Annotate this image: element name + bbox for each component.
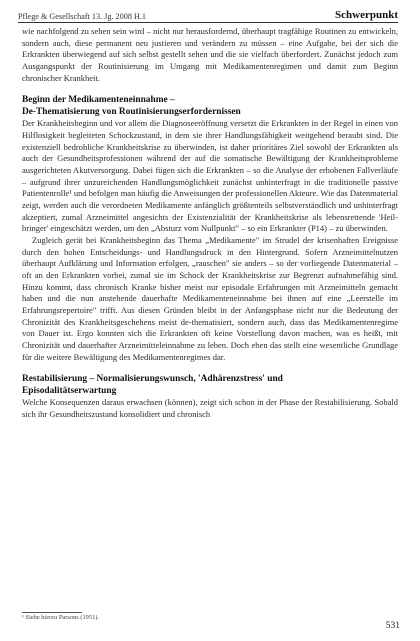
page-number: 531 <box>385 621 400 631</box>
section-heading-2-line-2: Episodalitätserwartung <box>22 385 117 396</box>
section-1-paragraph-1: Der Krankheitsbeginn und vor allem die Diagnoseeröffnung versetzt die Erkrankten in der Regel in einen von Hilflosigkeit begleiteten Schockzustand, in dem sie ihrer Handlungsfähigkeit weitgehend beraubt sind. Die existenziell bedrohliche Krankheitskrise zu überwinden, ist daher prioritäres Ziel sowohl der Erkrankten als auch der Gesundheitsprofessionen während der auf die somatische Bewältigung der Krankheitsprobleme ausgerichteten Akutversorgung. Dabei fügen sich die Erkrankten – so die Analyse der erhobenen Fallverläufe – aufgrund ihrer unzureichenden Handlungsmöglichkeit zunächst unhinterfragt in die traditionelle passive Patientenrolle¹ und befolgen man häufig die Anweisungen der professionellen Akteure. Wie das Datenmaterial zeigt, werden auch die verordneten Medikamente anfänglich größtenteils selbstverständlich und unhinterfragt akzeptiert, zumal Arzneimittel angesichts der Existenzialität der Krankheitskrise als lebensrettende 'Heil-bringer' eingeschätzt werden, um den „Absturz vom Nullpunkt" – so ein Erkrankter (P14) – zu überwinden. <box>22 118 398 234</box>
footnote: ¹ Siehe hierzu Parsons (1951). <box>22 614 99 621</box>
section-2-paragraph-1: Welche Konsequenzen daraus erwachsen (können), zeigt sich schon in der Phase der Restabilisierung. Sobald sich ihr Gesundheitszustand konsolidiert und chronisch <box>22 397 398 420</box>
section-heading-2 <box>22 374 398 397</box>
intro-paragraph: wie nachfolgend zu sehen sein wird – nicht nur herausfordernd, überhaupt tragfähige Routinen zu entwickeln, sondern auch, diese permanent neu justieren und verändern zu müssen – eine Aufgabe, bei der sich die Erkrankten überwiegend auf sich selbst gestellt sehen und die sie vielfach überfordert. Zunächst jedoch zum Ausgangspunkt der Routinisierung im Umgang mit Medikamentenregimen und damit zum Beginn chronischer Krankheit. <box>22 26 398 83</box>
section-heading-2-line-1: Restabilisierung – Normalisierungswunsch, 'Adhärenzstress' und <box>22 374 283 385</box>
footnote-rule <box>22 612 82 613</box>
header-rule <box>18 22 398 23</box>
section-1-paragraph-2: Zugleich gerät bei Krankheitsbeginn das Thema „Medikamente" im Strudel der krisenhaften Ereignisse durch den hohen Entscheidungs- und Handlungsdruck in den Hintergrund. Sofern Arzneimittelnutzen überhaupt Aufklärung und Information erfolgen, „rauschen" sie anders – so der vorliegende Datenmaterial – oft an den Erkrankten vorbei, zumal sie im Schock der Krankheitskrise zur Begrenzt aufnahmefähig sind. Hinzu kommt, dass chronisch Kranke bisher meist nur episodale Erfahrungen mit Arzneimitteln gemacht haben und die nun anstehende dauerhafte Medikamenteneinnahme bei ihnen auf eine „Leerstelle im Erfahrungsrepertoire" trifft. Aus diesen Gründen bleibt in der Anfangsphase nicht nur die Bedeutung der Chronizität des Krankheitsgeschehens meist de-thematisiert, sondern auch, dass das Medikamentenregime von Dauer ist. Ergo konnten sich die Erkrankten oft keine Vorstellung davon machen, was es heißt, mit Chronizität und dauerhafter Arzneimitteleinnahme zu leben. Doch eben das stellt eine wesentliche Grundlage für die weitere Bewältigung des Medikamentenregimes dar. <box>22 235 398 362</box>
section-heading-1-line-2: De-Thematisierung von Routinisierungserfordernissen <box>22 106 241 117</box>
body-text <box>22 26 398 421</box>
section-heading-1 <box>22 95 398 118</box>
running-header <box>18 5 398 21</box>
section-label: Schwerpunkt <box>335 9 398 21</box>
section-heading-1-line-1: Beginn der Medikamenteneinnahme – <box>22 95 175 106</box>
journal-reference: Pflege & Gesellschaft 13. Jg. 2008 H.1 <box>18 12 147 21</box>
